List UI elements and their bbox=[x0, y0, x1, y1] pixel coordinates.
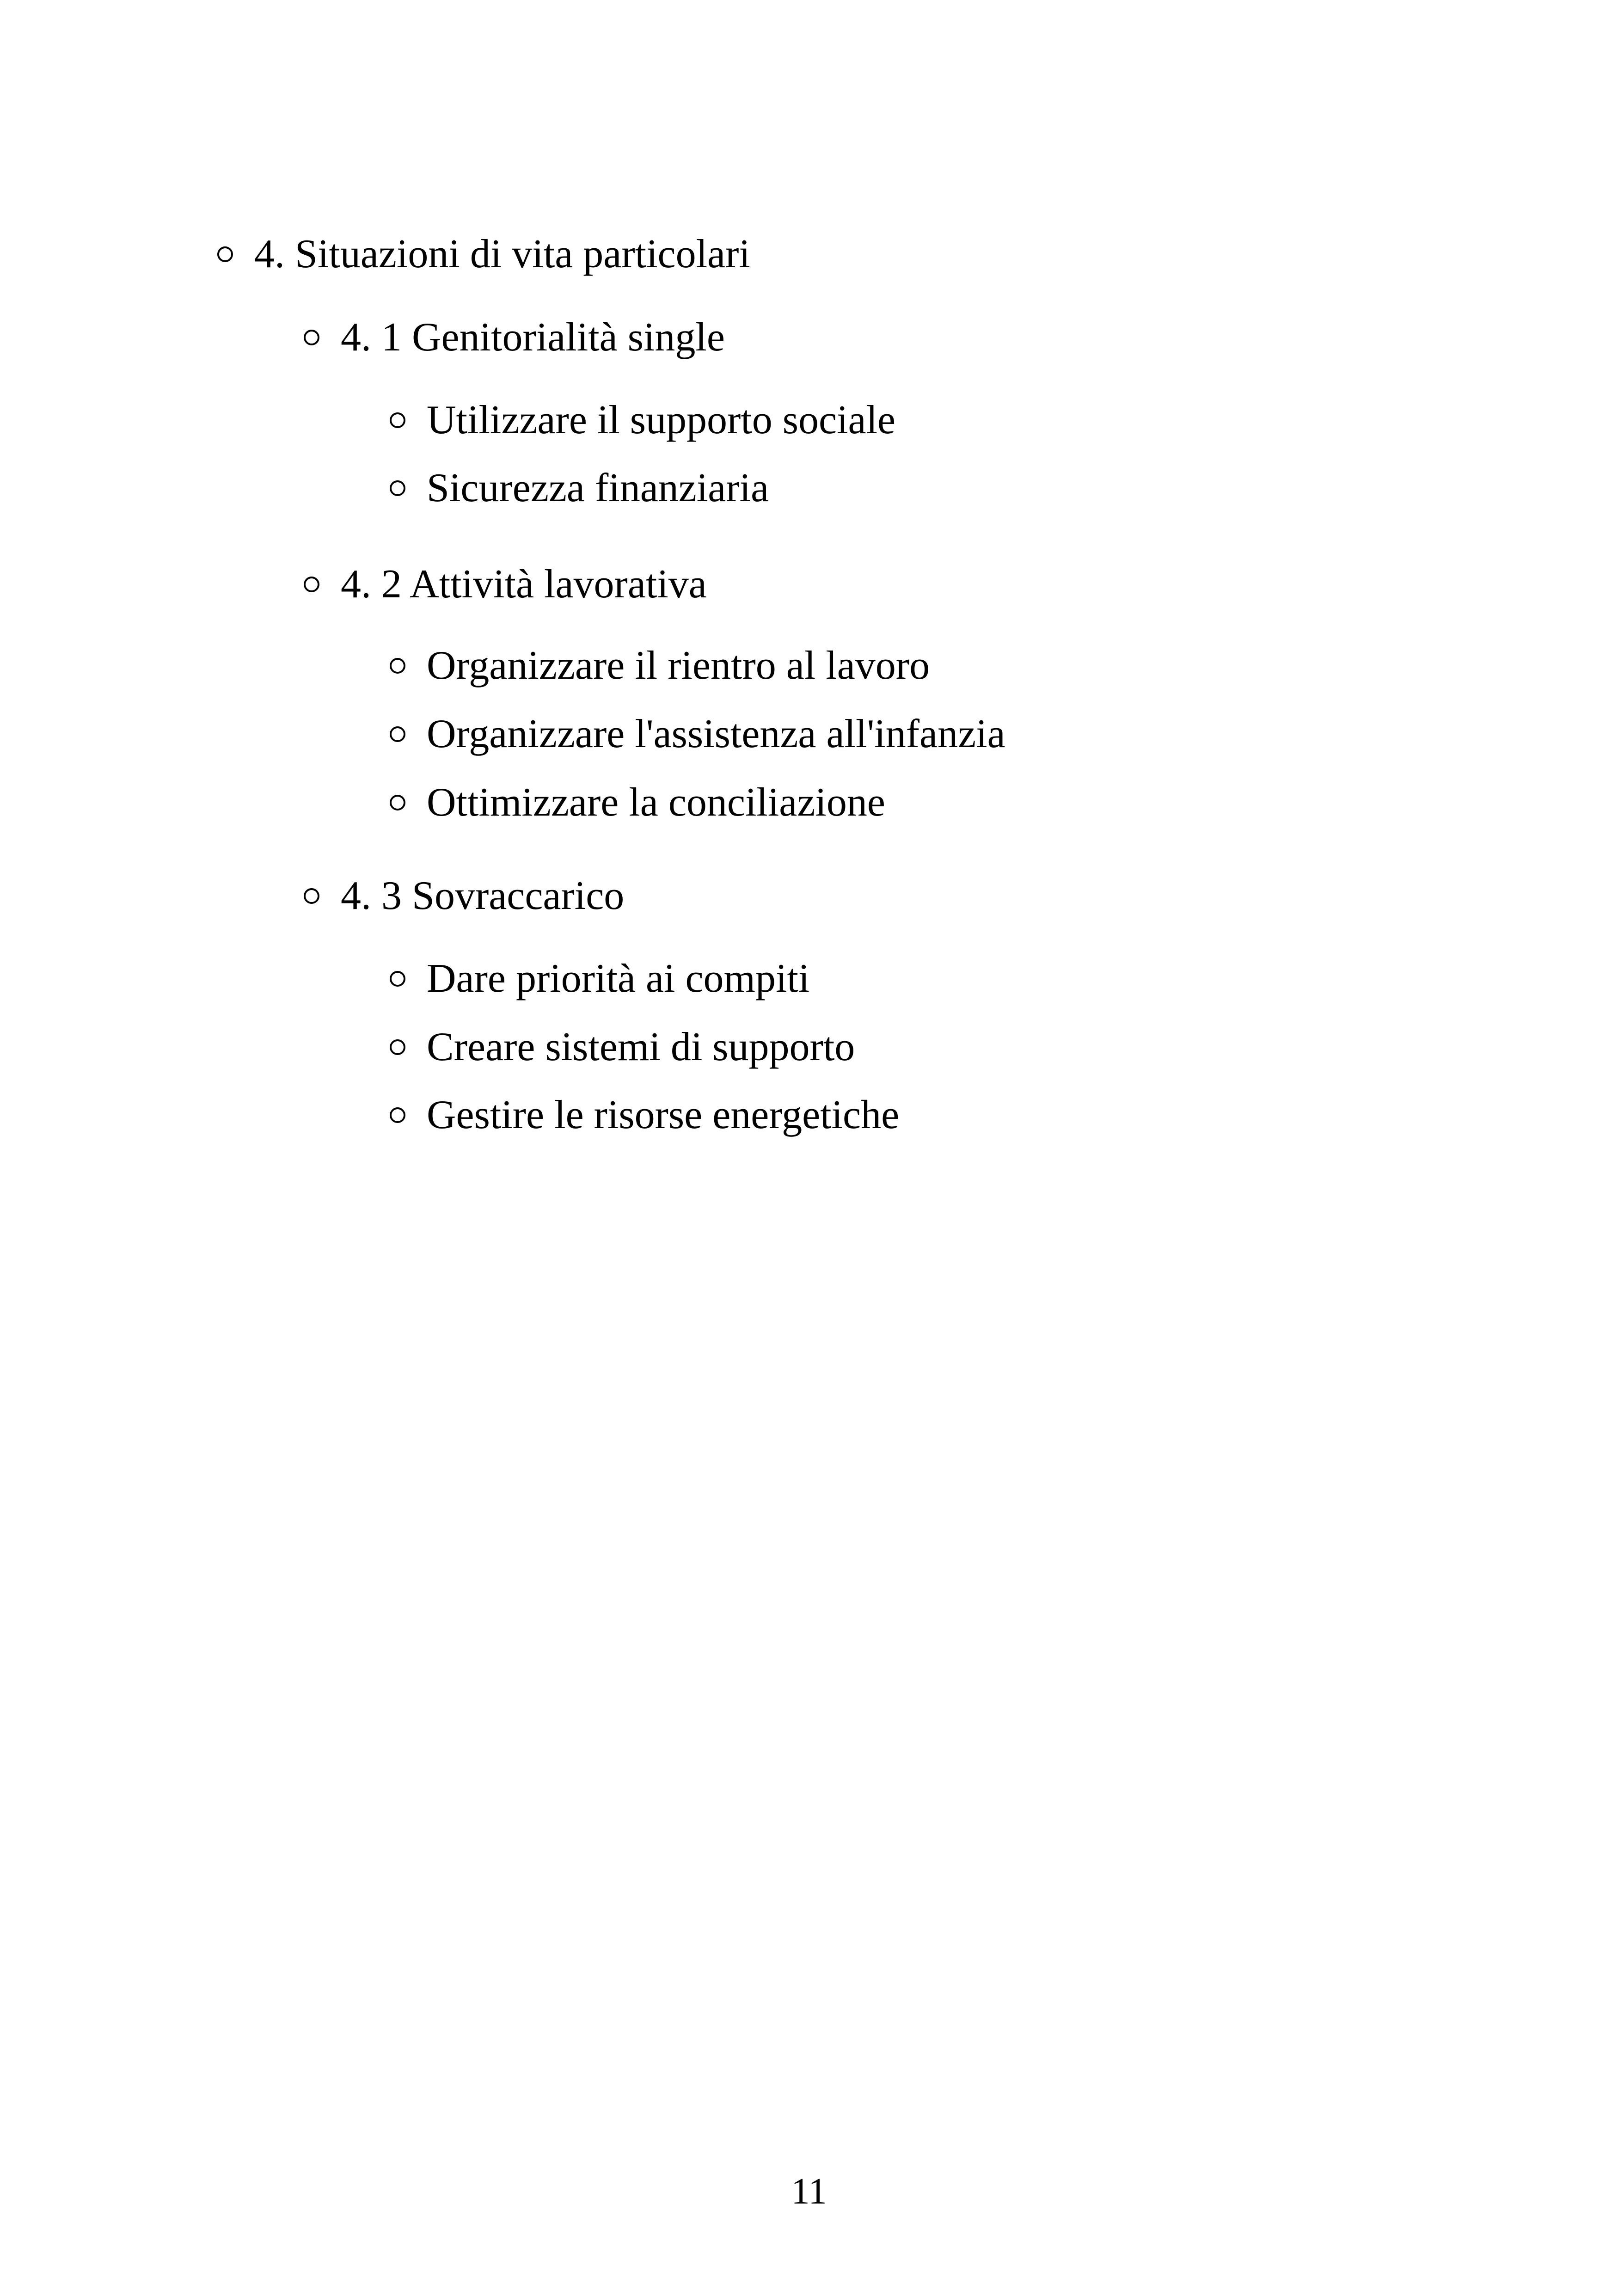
outline-item-text: Utilizzare il supporto sociale bbox=[427, 398, 896, 442]
page-number: 11 bbox=[791, 2171, 827, 2212]
outline-item bbox=[390, 951, 809, 1007]
outline-item-section-4-3 bbox=[304, 868, 624, 924]
circle-bullet-icon bbox=[390, 658, 405, 674]
outline-item bbox=[390, 393, 895, 448]
circle-bullet-icon bbox=[390, 971, 405, 987]
outline-item-text: Dare priorità ai compiti bbox=[427, 956, 810, 1001]
outline-item-text: 4. 3 Sovraccarico bbox=[341, 873, 625, 918]
outline-item-text: 4. Situazioni di vita particolari bbox=[254, 232, 750, 276]
circle-bullet-icon bbox=[390, 795, 405, 810]
outline-item-text: 4. 2 Attività lavorativa bbox=[341, 562, 707, 607]
outline-item-text: 4. 1 Genitorialità single bbox=[341, 315, 725, 360]
outline-item bbox=[390, 460, 769, 516]
outline-item bbox=[390, 638, 930, 694]
outline-item-text: Ottimizzare la conciliazione bbox=[427, 780, 885, 825]
outline-item-text: Organizzare l'assistenza all'infanzia bbox=[427, 712, 1005, 756]
outline-item bbox=[390, 775, 885, 830]
outline-item bbox=[390, 706, 1005, 762]
circle-bullet-icon bbox=[304, 888, 319, 904]
circle-bullet-icon bbox=[390, 726, 405, 742]
outline-item bbox=[390, 1087, 899, 1143]
circle-bullet-icon bbox=[304, 330, 319, 345]
circle-bullet-icon bbox=[390, 1039, 405, 1055]
outline-item-text: Organizzare il rientro al lavoro bbox=[427, 643, 930, 688]
circle-bullet-icon bbox=[390, 480, 405, 496]
outline-item-section-4-1 bbox=[304, 310, 725, 365]
outline-item-text: Sicurezza finanziaria bbox=[427, 466, 769, 510]
circle-bullet-icon bbox=[390, 412, 405, 428]
outline-item-section-4 bbox=[217, 227, 750, 282]
outline-item-text: Creare sistemi di supporto bbox=[427, 1025, 855, 1069]
circle-bullet-icon bbox=[217, 246, 233, 262]
outline-item-text: Gestire le risorse energetiche bbox=[427, 1093, 900, 1137]
outline-item bbox=[390, 1019, 855, 1075]
outline-item-section-4-2 bbox=[304, 557, 707, 612]
circle-bullet-icon bbox=[304, 577, 319, 592]
circle-bullet-icon bbox=[390, 1107, 405, 1123]
